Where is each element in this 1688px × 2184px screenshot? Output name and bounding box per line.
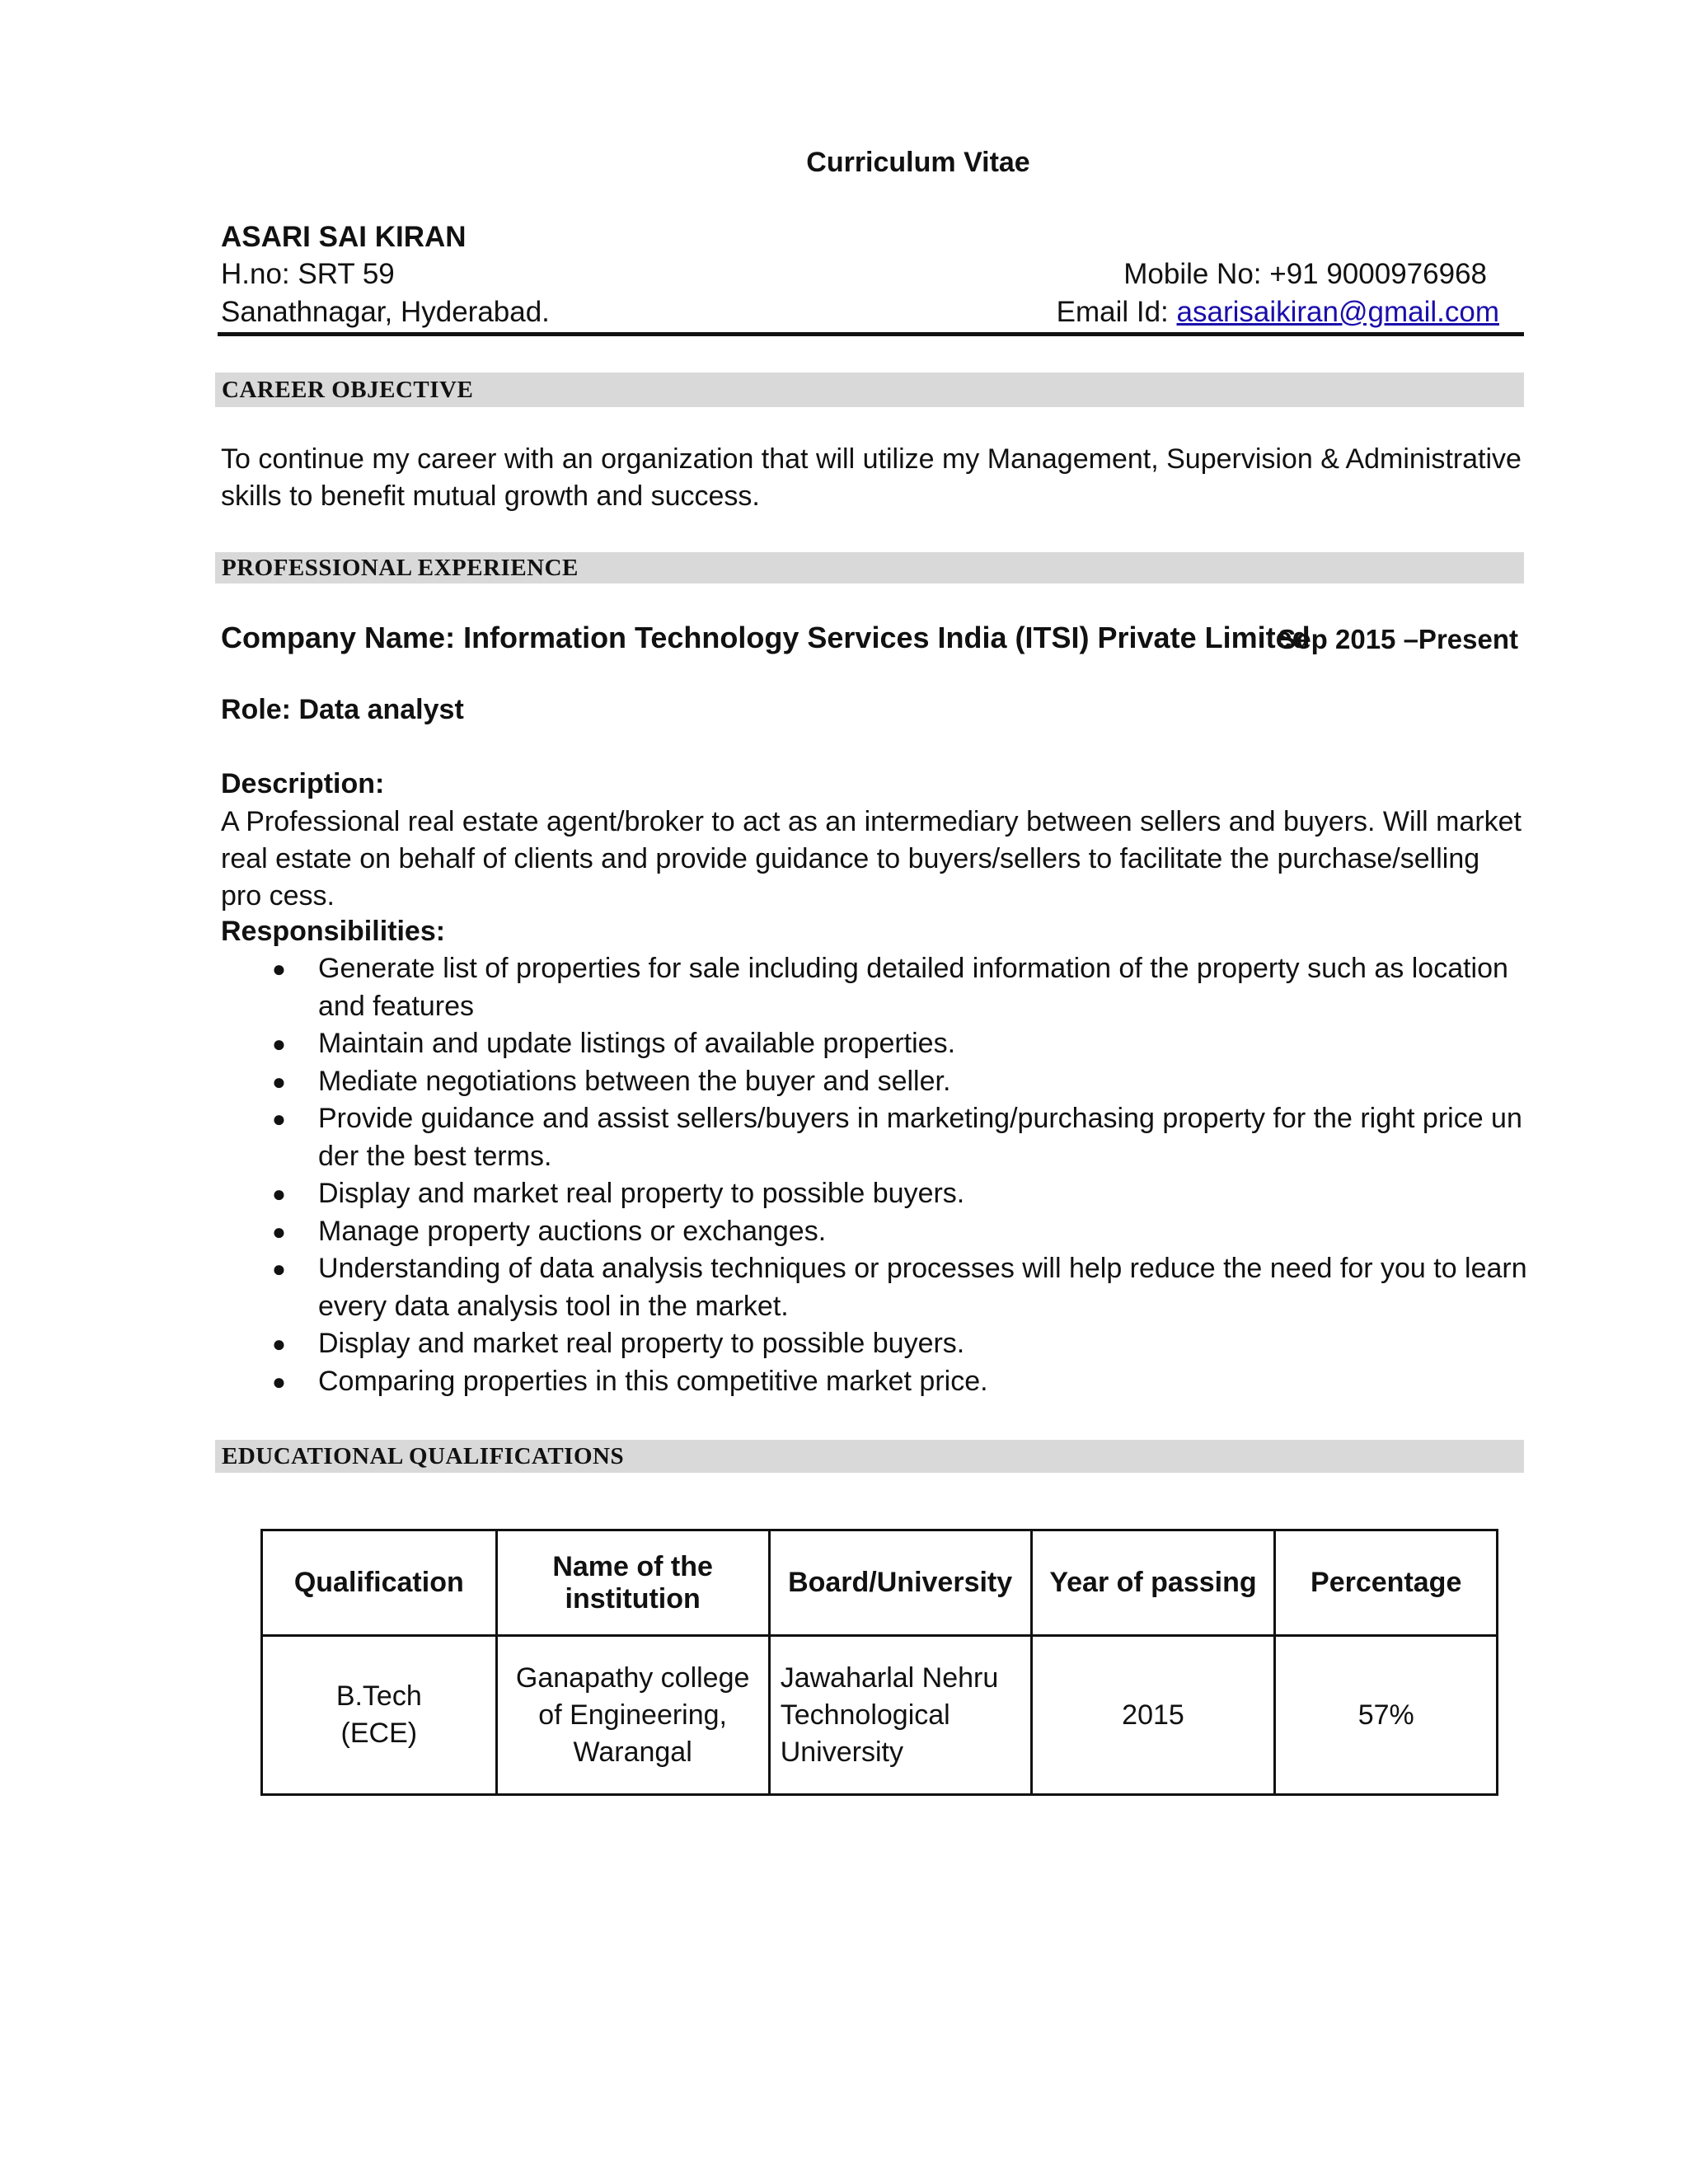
description-text: A Professional real estate agent/broker to act as an intermediary between sellers and buyers. Will market real estate on behalf of clients and provide guidance to buyers/sellers to facilitate the purchase/selling pro cess. xyxy=(221,806,1522,912)
candidate-name: ASARI SAI KIRAN xyxy=(221,221,467,253)
email-line xyxy=(1057,296,1499,329)
section-educational-qualifications: EDUCATIONAL QUALIFICATIONS xyxy=(215,1440,1524,1473)
list-item: ● Generate list of properties for sale including detailed information of the property such as location and features xyxy=(221,950,1531,1025)
document-title: Curriculum Vitae xyxy=(806,147,1030,178)
list-item: ● Comparing properties in this competitive market price. xyxy=(221,1363,1531,1401)
bullet-icon: ● xyxy=(272,1368,286,1394)
institution-cell: Ganapathy college of Engineering, Warangal xyxy=(496,1636,769,1795)
column-header: Year of passing xyxy=(1031,1530,1275,1636)
company-name: Company Name: Information Technology Services India (ITSI) Private Limited xyxy=(221,621,1311,654)
column-header: Board/University xyxy=(769,1530,1031,1636)
list-item: ● Display and market real property to possible buyers. xyxy=(221,1175,1531,1213)
list-item: ● Understanding of data analysis techniques or processes will help reduce the need for you to learn every data analysis tool in the market. xyxy=(221,1250,1531,1325)
section-career-objective: CAREER OBJECTIVE xyxy=(215,373,1524,407)
email-label: Email Id: xyxy=(1056,296,1177,328)
header-divider xyxy=(218,332,1524,336)
email-link[interactable]: asarisaikiran@gmail.com xyxy=(1176,296,1499,328)
mobile-number: Mobile No: +91 9000976968 xyxy=(1123,258,1487,290)
employment-period: Sep 2015 –Present xyxy=(1278,624,1518,654)
list-item: ● Maintain and update listings of available properties. xyxy=(221,1025,1531,1063)
column-header: Name of the institution xyxy=(496,1530,769,1636)
bullet-icon: ● xyxy=(272,1106,286,1132)
bullet-icon: ● xyxy=(272,956,286,982)
column-header: Qualification xyxy=(262,1530,497,1636)
bullet-icon: ● xyxy=(272,1218,286,1244)
address-line-2: Sanathnagar, Hyderabad. xyxy=(221,296,550,328)
bullet-icon: ● xyxy=(272,1031,286,1057)
bullet-icon: ● xyxy=(272,1068,286,1094)
description-label: Description: xyxy=(221,768,385,799)
percentage-cell: 57% xyxy=(1275,1636,1498,1795)
qualification-cell: B.Tech (ECE) xyxy=(262,1636,497,1795)
bullet-icon: ● xyxy=(272,1181,286,1207)
list-item: ● Provide guidance and assist sellers/buyers in marketing/purchasing property for the right price un der the best terms. xyxy=(221,1100,1531,1175)
career-objective-text: To continue my career with an organization that will utilize my Management, Supervision & Administrative skills to benefit mutual growth and success. xyxy=(221,443,1522,512)
university-cell: Jawaharlal Nehru Technological University xyxy=(769,1636,1031,1795)
address-line-1: H.no: SRT 59 xyxy=(221,258,395,290)
table-row xyxy=(262,1636,1498,1795)
responsibilities-label: Responsibilities: xyxy=(221,916,446,947)
year-cell: 2015 xyxy=(1031,1636,1275,1795)
list-item: ● Manage property auctions or exchanges. xyxy=(221,1213,1531,1251)
section-professional-experience: PROFESSIONAL EXPERIENCE xyxy=(215,552,1524,583)
list-item: ● Display and market real property to possible buyers. xyxy=(221,1325,1531,1363)
list-item: ● Mediate negotiations between the buyer and seller. xyxy=(221,1063,1531,1101)
bullet-icon: ● xyxy=(272,1256,286,1282)
education-table xyxy=(260,1529,1498,1796)
column-header: Percentage xyxy=(1275,1530,1498,1636)
bullet-icon: ● xyxy=(272,1331,286,1357)
table-header-row xyxy=(262,1530,1498,1636)
role: Role: Data analyst xyxy=(221,694,464,725)
responsibilities-list xyxy=(221,950,1531,1400)
